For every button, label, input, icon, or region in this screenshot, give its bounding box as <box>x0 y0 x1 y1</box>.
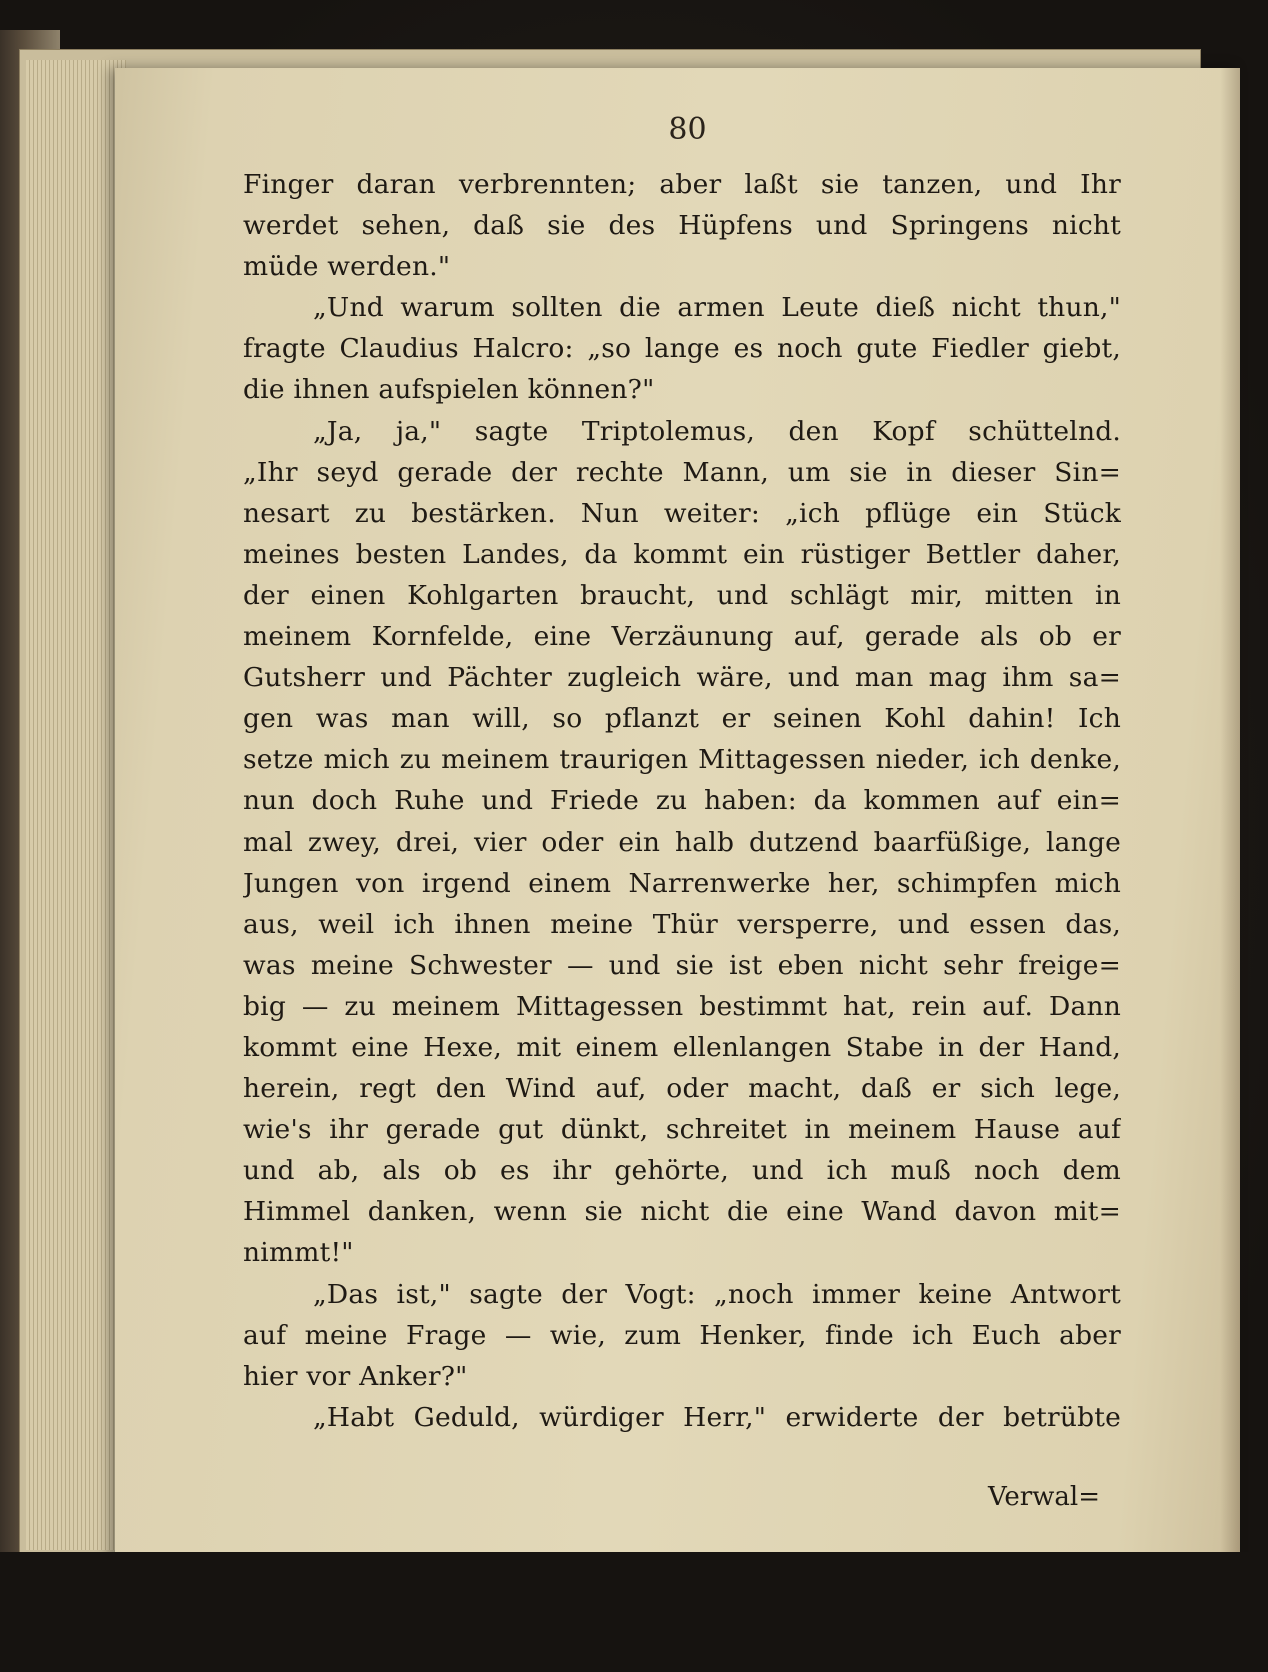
text-line: müde werden." <box>243 251 451 283</box>
text-line: was meine Schwester — und sie ist eben nicht sehr freige= <box>243 949 1121 981</box>
text-line: Gutsherr und Pächter zugleich wäre, und man mag ihm sa= <box>243 662 1121 694</box>
text-line: nimmt!" <box>243 1237 354 1269</box>
text-line: „Ihr seyd gerade der rechte Mann, um sie in dieser Sin= <box>243 456 1121 488</box>
text-line: „Das ist," sagte der Vogt: „noch immer keine Antwort <box>313 1278 1121 1310</box>
text-line: nesart zu bestärken. Nun weiter: „ich pflüge ein Stück <box>243 497 1121 529</box>
text-line: herein, regt den Wind auf, oder macht, daß er sich lege, <box>243 1073 1121 1105</box>
text-line: „Habt Geduld, würdiger Herr," erwiderte der betrübte <box>313 1401 1121 1433</box>
text-line: fragte Claudius Halcro: „so lange es noch gute Fiedler giebt, <box>243 333 1121 365</box>
text-line: auf meine Frage — wie, zum Henker, finde ich Euch aber <box>243 1319 1121 1351</box>
page-number: 80 <box>668 112 707 147</box>
text-line: gen was man will, so pflanzt er seinen Kohl dahin! Ich <box>243 703 1121 735</box>
text-line: meinem Kornfelde, eine Verzäunung auf, gerade als ob er <box>243 621 1121 653</box>
text-line: meines besten Landes, da kommt ein rüstiger Bettler daher, <box>243 538 1121 570</box>
text-line: die ihnen aufspielen können?" <box>243 374 655 406</box>
text-line: Himmel danken, wenn sie nicht die eine Wand davon mit= <box>243 1196 1121 1228</box>
text-line: nun doch Ruhe und Friede zu haben: da kommen auf ein= <box>243 785 1121 817</box>
text-line: der einen Kohlgarten braucht, und schlägt mir, mitten in <box>243 579 1121 611</box>
text-line: hier vor Anker?" <box>243 1360 468 1392</box>
page-text-block <box>243 164 1121 1438</box>
text-line: mal zwey, drei, vier oder ein halb dutzend baarfüßige, lange <box>243 826 1121 858</box>
text-line: Jungen von irgend einem Narrenwerke her, schimpfen mich <box>243 867 1121 899</box>
page-edge-shadow <box>1220 68 1240 1563</box>
book-page <box>115 68 1240 1563</box>
text-line: werdet sehen, daß sie des Hüpfens und Springens nicht <box>243 210 1121 242</box>
text-line: „Ja, ja," sagte Triptolemus, den Kopf schüttelnd. <box>313 415 1121 447</box>
text-line: „Und warum sollten die armen Leute dieß nicht thun," <box>313 292 1121 324</box>
text-line: wie's ihr gerade gut dünkt, schreitet in meinem Hause auf <box>243 1114 1121 1146</box>
catchword: Verwal= <box>987 1482 1100 1512</box>
bottom-shadow <box>0 1552 1268 1672</box>
text-line: und ab, als ob es ihr gehörte, und ich muß noch dem <box>243 1155 1121 1187</box>
text-line: kommt eine Hexe, mit einem ellenlangen Stabe in der Hand, <box>243 1031 1121 1063</box>
text-line: setze mich zu meinem traurigen Mittagessen nieder, ich denke, <box>243 744 1121 776</box>
text-line: Finger daran verbrennten; aber laßt sie tanzen, und Ihr <box>243 169 1121 200</box>
text-line: big — zu meinem Mittagessen bestimmt hat, rein auf. Dann <box>243 990 1121 1022</box>
text-line: aus, weil ich ihnen meine Thür versperre, und essen das, <box>243 908 1121 940</box>
